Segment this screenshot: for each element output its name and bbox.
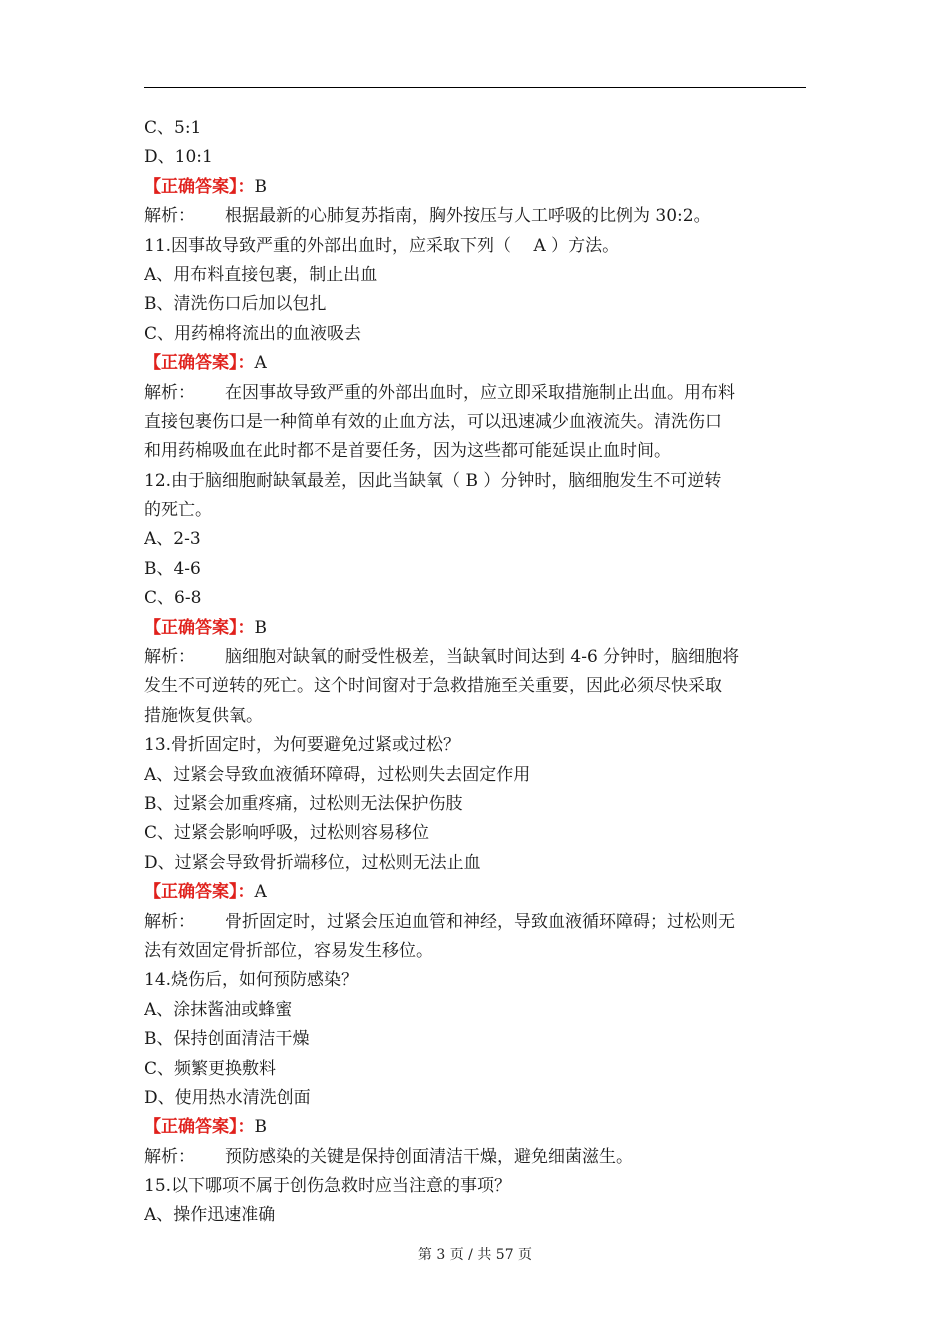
answer-value: B bbox=[254, 1117, 267, 1138]
correct-answer-label: 【正确答案】 bbox=[144, 353, 238, 374]
text-line: C、5:1 bbox=[144, 118, 202, 138]
text-line: 14.烧伤后，如何预防感染？ bbox=[144, 970, 359, 991]
text-line: A、涂抹酱油或蜂蜜 bbox=[144, 999, 293, 1020]
text-line: B、清洗伤口后加以包扎 bbox=[144, 294, 327, 315]
text-line: 的死亡。 bbox=[144, 500, 212, 521]
analysis-line bbox=[144, 379, 806, 408]
analysis-line bbox=[144, 202, 806, 231]
text-line: 发生不可逆转的死亡。这个时间窗对于急救措施至关重要，因此必须尽快采取 bbox=[144, 676, 722, 697]
analysis-line bbox=[144, 643, 806, 672]
text-line: A、2-3 bbox=[144, 529, 201, 550]
text-line: A、用布料直接包裹，制止出血 bbox=[144, 264, 378, 285]
text-line: C、6-8 bbox=[144, 588, 202, 609]
analysis-line bbox=[144, 1143, 806, 1172]
text-line: 直接包裹伤口是一种简单有效的止血方法，可以迅速减少血液流失。清洗伤口 bbox=[144, 411, 722, 432]
analysis-line bbox=[144, 908, 806, 937]
correct-answer-line bbox=[144, 614, 806, 643]
header-rule bbox=[144, 87, 806, 88]
correct-answer-line bbox=[144, 349, 806, 378]
correct-answer-line bbox=[144, 878, 806, 907]
answer-colon: ： bbox=[237, 882, 255, 903]
text-line: A、操作迅速准确 bbox=[144, 1205, 276, 1226]
document-body bbox=[144, 114, 806, 1231]
analysis-text: 脑细胞对缺氧的耐受性极差，当缺氧时间达到 4-6 分钟时，脑细胞将 bbox=[225, 647, 740, 668]
answer-value: A bbox=[254, 882, 267, 903]
text-line: 11.因事故导致严重的外部出血时，应采取下列（ A ）方法。 bbox=[144, 235, 620, 256]
analysis-label: 解析： bbox=[144, 206, 195, 227]
answer-value: A bbox=[254, 353, 267, 374]
answer-colon: ： bbox=[237, 176, 255, 197]
analysis-label: 解析： bbox=[144, 647, 195, 668]
answer-colon: ： bbox=[237, 1117, 255, 1138]
correct-answer-label: 【正确答案】 bbox=[144, 882, 238, 903]
text-line: 措施恢复供氧。 bbox=[144, 705, 263, 726]
answer-value: B bbox=[254, 617, 267, 638]
analysis-text: 根据最新的心肺复苏指南，胸外按压与人工呼吸的比例为 30:2。 bbox=[225, 206, 711, 227]
answer-colon: ： bbox=[237, 617, 255, 638]
analysis-text: 在因事故导致严重的外部出血时，应立即采取措施制止出血。用布料 bbox=[225, 382, 735, 403]
text-line: B、过紧会加重疼痛，过松则无法保护伤肢 bbox=[144, 793, 463, 814]
text-line: D、过紧会导致骨折端移位，过松则无法止血 bbox=[144, 852, 481, 873]
correct-answer-line bbox=[144, 173, 806, 202]
text-line: B、保持创面清洁干燥 bbox=[144, 1029, 310, 1050]
correct-answer-label: 【正确答案】 bbox=[144, 617, 238, 638]
text-line: B、4-6 bbox=[144, 558, 201, 579]
text-line: C、用药棉将流出的血液吸去 bbox=[144, 323, 362, 344]
analysis-text: 骨折固定时，过紧会压迫血管和神经，导致血液循环障碍；过松则无 bbox=[225, 911, 735, 932]
text-line: 15.以下哪项不属于创伤急救时应当注意的事项？ bbox=[144, 1176, 512, 1197]
correct-answer-label: 【正确答案】 bbox=[144, 1117, 238, 1138]
text-line: 13.骨折固定时，为何要避免过紧或过松？ bbox=[144, 735, 461, 756]
text-line: 和用药棉吸血在此时都不是首要任务，因为这些都可能延误止血时间。 bbox=[144, 441, 671, 462]
text-line: D、10:1 bbox=[144, 147, 213, 168]
text-line: D、使用热水清洗创面 bbox=[144, 1087, 311, 1108]
text-line: A、过紧会导致血液循环障碍，过松则失去固定作用 bbox=[144, 764, 531, 785]
analysis-label: 解析： bbox=[144, 382, 195, 403]
page-footer: 第 3 页 / 共 57 页 bbox=[417, 1247, 533, 1263]
analysis-text: 预防感染的关键是保持创面清洁干燥，避免细菌滋生。 bbox=[225, 1146, 633, 1167]
text-line: 12.由于脑细胞耐缺氧最差，因此当缺氧（ B ）分钟时，脑细胞发生不可逆转 bbox=[144, 470, 722, 491]
correct-answer-line bbox=[144, 1113, 806, 1142]
answer-colon: ： bbox=[237, 353, 255, 374]
analysis-label: 解析： bbox=[144, 1146, 195, 1167]
correct-answer-label: 【正确答案】 bbox=[144, 176, 238, 197]
text-line: C、过紧会影响呼吸，过松则容易移位 bbox=[144, 823, 430, 844]
analysis-label: 解析： bbox=[144, 911, 195, 932]
text-line: 法有效固定骨折部位，容易发生移位。 bbox=[144, 940, 433, 961]
answer-value: B bbox=[254, 176, 267, 197]
text-line: C、频繁更换敷料 bbox=[144, 1058, 277, 1079]
